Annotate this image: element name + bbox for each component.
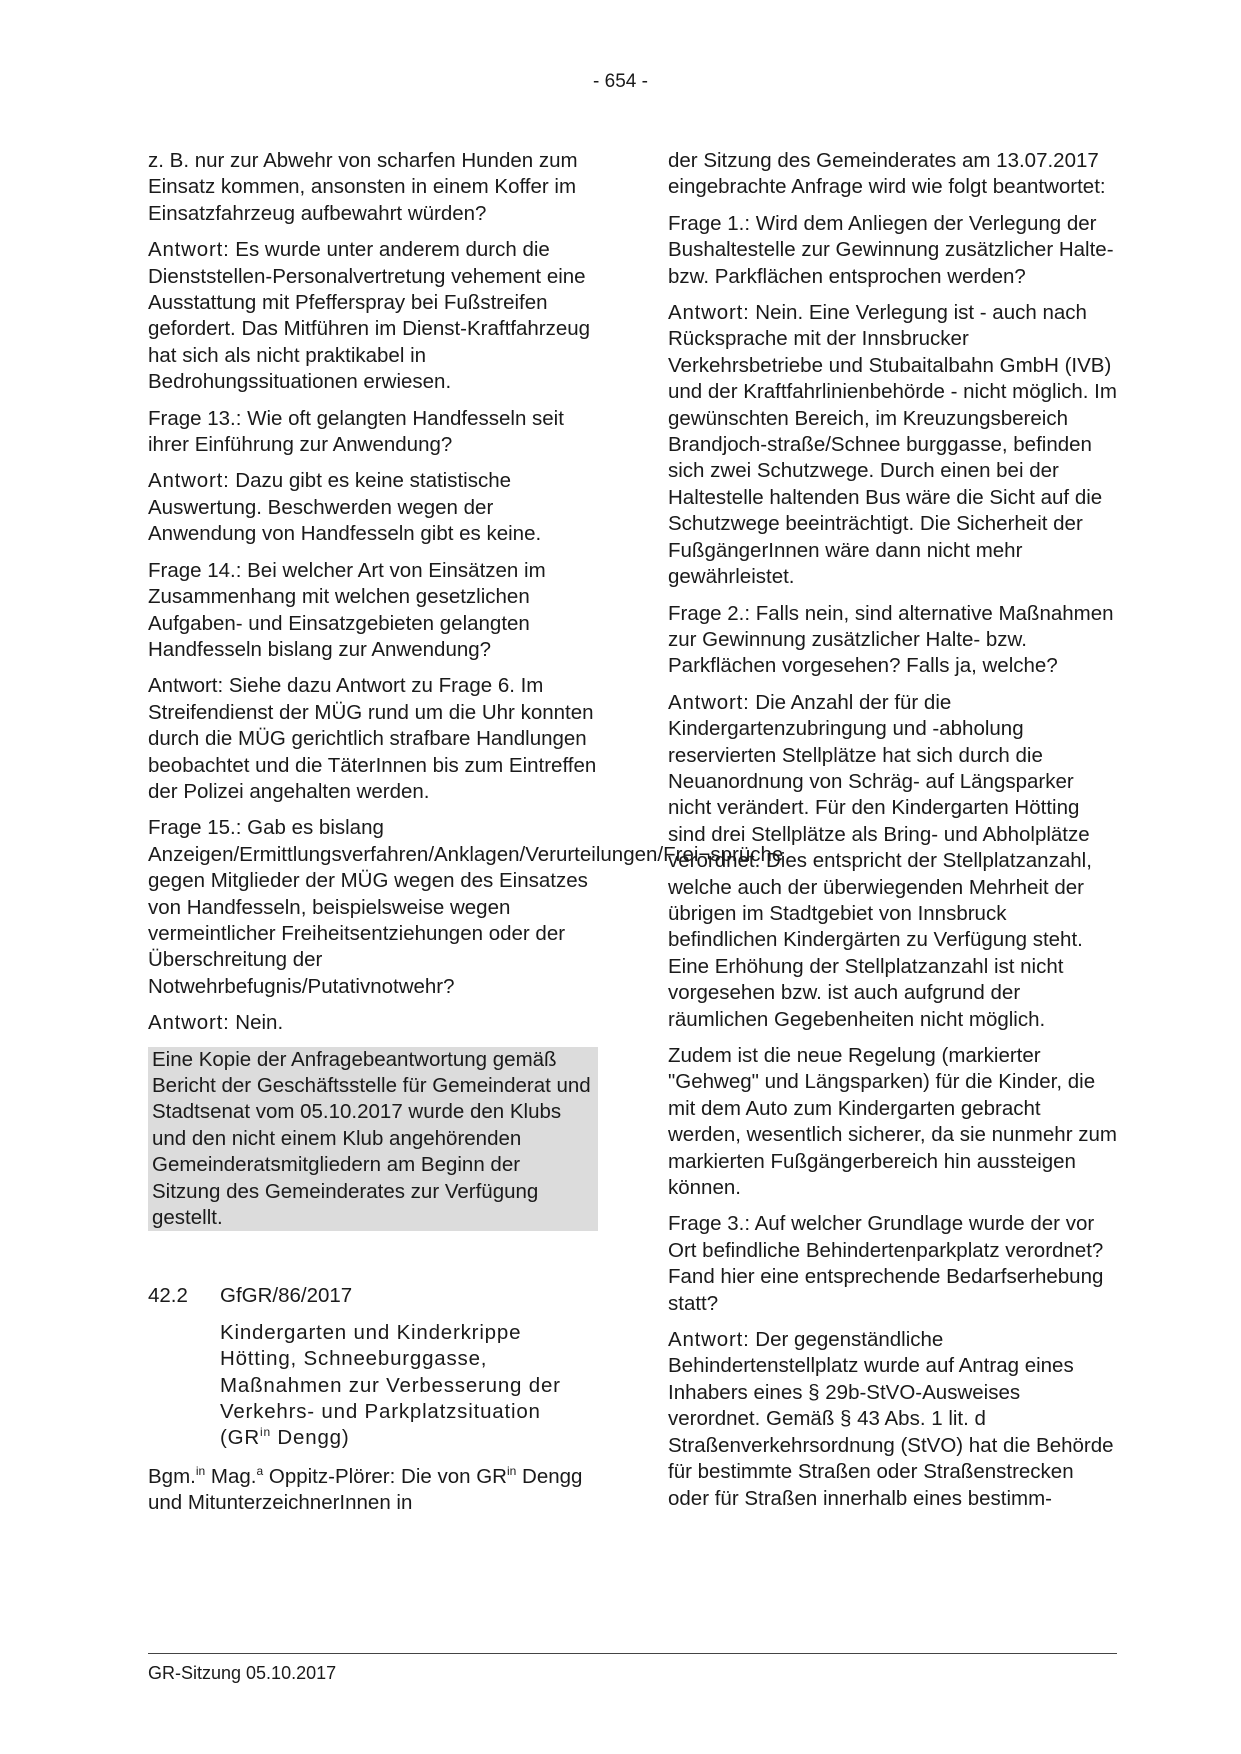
answer-label: Antwort: — [148, 469, 230, 493]
left-column — [148, 148, 784, 1527]
answer-paragraph: Antwort: Siehe dazu Antwort zu Frage 6. Im Streifendienst der MÜG rund um die Uhr konnten durch die MÜG gerichtlich strafbare Handlungen beobachtet und die TäterInnen bis zum Eintreffen der Polizei angehalten werden. — [148, 674, 597, 803]
answer-paragraph — [668, 300, 1118, 590]
answer-text: Dazu gibt es keine statistische Auswertung. Beschwerden wegen der Anwendung von Handfesseln gibt es keine. — [148, 469, 542, 546]
paragraph: z. B. nur zur Abwehr von scharfen Hunden zum Einsatz kommen, ansonsten in einem Koffer im Einsatzfahrzeug aufbewahrt würden? — [148, 149, 578, 225]
answer-label: Antwort: — [668, 690, 750, 714]
right-column — [668, 148, 1118, 1522]
footer-text: GR-Sitzung 05.10.2017 — [148, 1663, 337, 1683]
page-number: - 654 - — [593, 71, 648, 92]
answer-label: Antwort: — [148, 238, 230, 262]
answer-paragraph — [668, 690, 1118, 1033]
answer-label: Antwort: — [668, 301, 750, 325]
answer-text: Die Anzahl der für die Kindergartenzubringung und -abholung reservierten Stellplätze hat sich durch die Neuanordnung von Schräg- auf Längsparker nicht verändert. Für den Kindergarten Hötting sind drei Stellplätze als Bring- und Abholplätze verordnet. Dies entspricht der Stellplatzanzahl, welche auch der überwiegenden Mehrheit der übrigen im Stadtgebiet von Innsbruck befindlichen Kindergärten zu Verfügung steht. Eine Erhöhung der Stellplatzanzahl ist nicht vorgesehen bzw. ist auch aufgrund der räumlichen Gegebenheiten nicht möglich. — [668, 690, 1092, 1031]
answer-text: Nein. Eine Verlegung ist - auch nach Rücksprache mit der Innsbrucker Verkehrsbetriebe und Stubaitalbahn GmbH (IVB) und der Kraftfahrlinienbehörde - nicht möglich. Im gewünschten Bereich, im Kreuzungsbereich Brandjoch-straße/Schnee burggasse, befinden sich zwei Schutzwege. Durch einen bei der Haltestelle haltenden Bus wäre die Sicht auf die Schutzwege beeinträchtigt. Die Sicherheit der FußgängerInnen wäre dann nicht mehr gewährleistet. — [668, 301, 1117, 589]
question-paragraph: Frage 15.: Gab es bislang Anzeigen/Ermittlungsverfahren/Anklagen/Verurteilungen/Frei¬sprüche gegen Mitglieder der MÜG wegen des Einsatzes von Handfesseln, beispielsweise wegen vermeintlicher Freiheitsentziehungen oder der Überschreitung der Notwehrbefugnis/Putativnotwehr? — [148, 816, 784, 998]
agenda-item-code: GfGR/86/2017 — [220, 1284, 353, 1308]
agenda-item-number: 42.2 — [148, 1284, 188, 1308]
agenda-item-title: Kindergarten und Kinderkrippe Hötting, Schneeburggasse, Maßnahmen zur Verbesserung der Verkehrs- und Parkplatzsituation ($GR^{in}$ Dengg) — [220, 1320, 561, 1450]
question-paragraph: Frage 13.: Wie oft gelangten Handfesseln seit ihrer Einführung zur Anwendung? — [148, 406, 564, 457]
answer-label: Antwort: — [148, 1011, 230, 1035]
answer-paragraph — [148, 237, 598, 395]
answer-text: Es wurde unter anderem durch die Dienststellen-Personalvertretung vehement eine Ausstattung mit Pfefferspray bei Fußstreifen gefordert. Das Mitführen im Dienst-Kraftfahrzeug hat sich als nicht praktikabel in Bedrohungssituationen erwiesen. — [148, 238, 591, 394]
agenda-item-heading — [148, 1283, 598, 1309]
answer-text: Der gegenständliche Behindertenstellplatz wurde auf Antrag eines Inhabers eines § 29b-StVO-Ausweises verordnet. Gemäß § 43 Abs. 1 lit. d Straßenverkehrsordnung (StVO) hat die Behörde für bestimmte Straßen oder Straßenstrecken oder für Straßen innerhalb eines bestimm- — [668, 1328, 1114, 1510]
question-paragraph: Frage 14.: Bei welcher Art von Einsätzen im Zusammenhang mit welchen gesetzlichen Aufgaben- und Einsatzgebieten gelangten Handfesseln bislang zur Anwendung? — [148, 558, 546, 661]
intro-paragraph: Bgm.$^{in}$ Mag.$^a$ Oppitz-Plörer: Die von $GR^{in}$ Dengg und MitunterzeichnerInnen in — [148, 1463, 583, 1515]
question-paragraph: Frage 3.: Auf welcher Grundlage wurde der vor Ort befindliche Behindertenparkplatz verordnet? Fand hier eine entsprechende Bedarfserhebung statt? — [668, 1212, 1104, 1315]
answer-paragraph — [148, 1010, 598, 1036]
question-paragraph: Frage 2.: Falls nein, sind alternative Maßnahmen zur Gewinnung zusätzlicher Halte- bzw. Parkflächen vorgesehen? Falls ja, welche? — [668, 601, 1114, 678]
question-paragraph: Frage 1.: Wird dem Anliegen der Verlegung der Bushaltestelle zur Gewinnung zusätzlicher Halte- bzw. Parkflächen entsprochen werden? — [668, 211, 1114, 288]
shaded-note: Eine Kopie der Anfragebeantwortung gemäß Bericht der Geschäftsstelle für Gemeinderat und Stadtsenat vom 05.10.2017 wurde den Klubs und den nicht einem Klub angehörenden Gemeinderatsmitgliedern am Beginn der Sitzung des Gemeinderates zur Verfügung gestellt. — [148, 1047, 598, 1232]
answer-paragraph — [668, 1327, 1118, 1512]
answer-text: Nein. — [229, 1011, 284, 1035]
answer-paragraph — [148, 468, 598, 547]
paragraph: der Sitzung des Gemeinderates am 13.07.2017 eingebrachte Anfrage wird wie folgt beantwortet: — [668, 149, 1106, 199]
footer-divider — [148, 1653, 1117, 1654]
paragraph: Zudem ist die neue Regelung (markierter "Gehweg" und Längsparken) für die Kinder, die mit dem Auto zum Kindergarten gebracht werden, wesentlich sicherer, da sie nunmehr zum markierten Fußgängerbereich hin aussteigen können. — [668, 1044, 1117, 1200]
answer-label: Antwort: — [668, 1328, 750, 1352]
